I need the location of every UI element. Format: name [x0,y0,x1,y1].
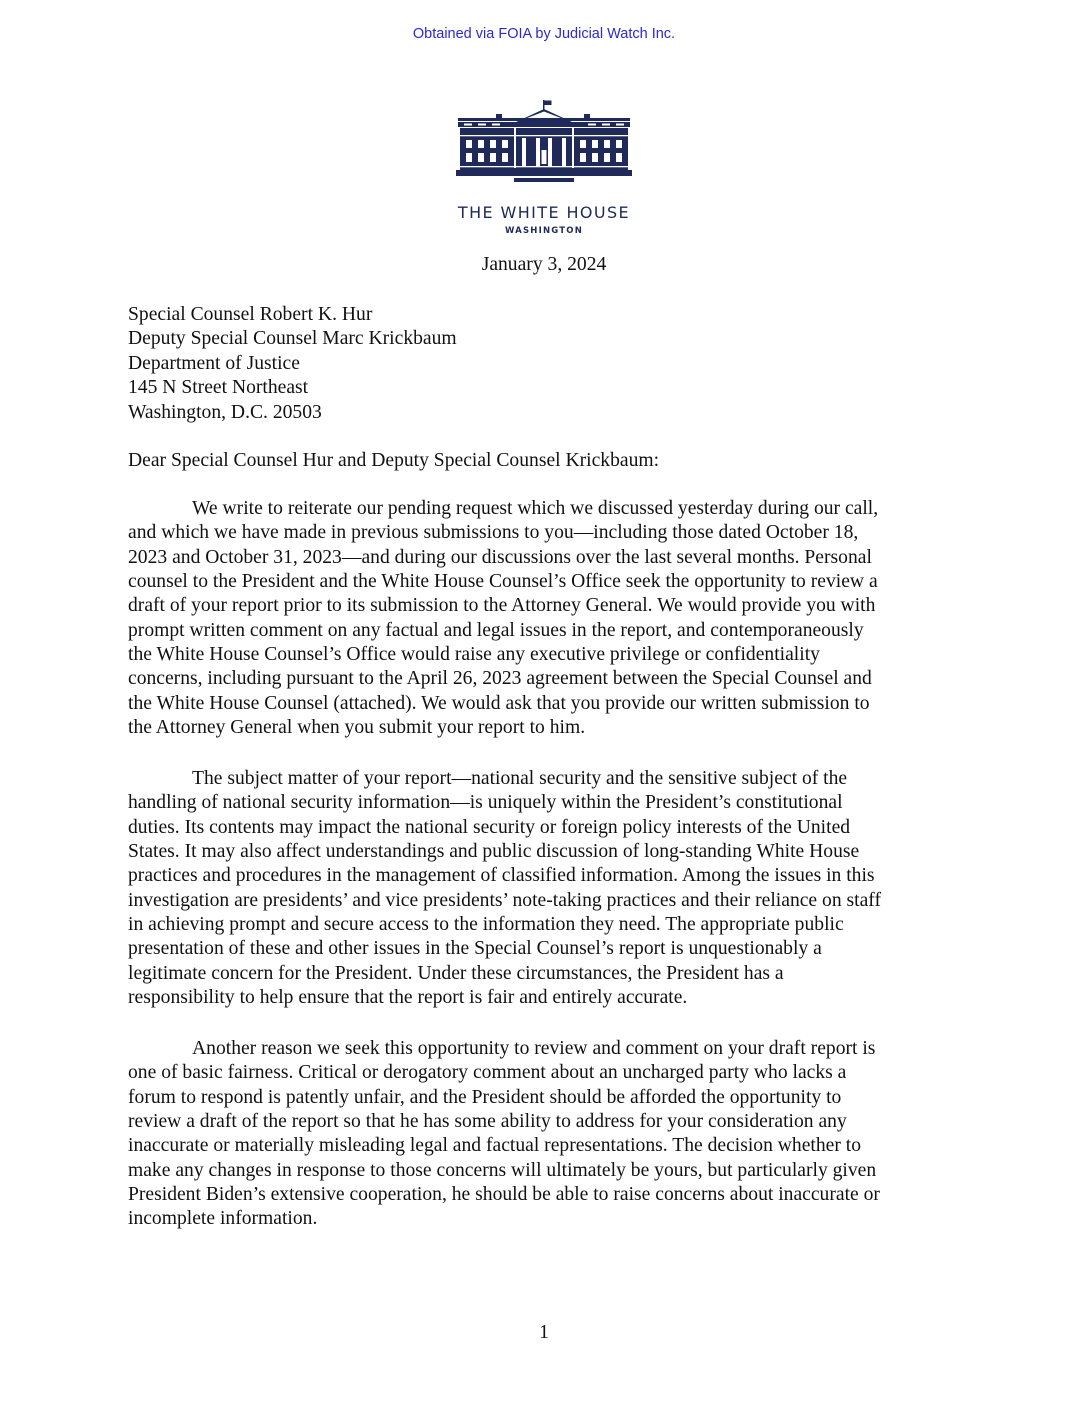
white-house-building-icon [456,100,632,184]
text-line: practices and procedures in the management of classified information. Among the issues in this [128,865,875,887]
text-line: one of basic fairness. Critical or derogatory comment about an uncharged party who lacks a [128,1062,847,1084]
text-line: the White House Counsel’s Office would raise any executive privilege or confidentiality [128,644,820,666]
recipient-line: Deputy Special Counsel Marc Krickbaum [128,328,457,350]
text-line: presentation of these and other issues in the Special Counsel’s report is unquestionably a [128,938,822,960]
text-line: handling of national security information—is uniquely within the President’s constitutional [128,792,843,814]
text-line: The subject matter of your report—national security and the sensitive subject of the [192,768,848,789]
text-line: investigation are presidents’ and vice presidents’ note-taking practices and their reliance on staff [128,889,881,911]
text-line: concerns, including pursuant to the April 26, 2023 agreement between the Special Counsel and [128,668,872,690]
text-line: inaccurate or materially misleading legal and factual representations. The decision whether to [128,1135,862,1157]
text-line: legitimate concern for the President. Under these circumstances, the President has a [128,962,784,984]
text-line: the Attorney General when you submit your report to him. [128,717,586,739]
recipient-line: Special Counsel Robert K. Hur [128,304,373,325]
text-line: President Biden’s extensive cooperation, he should be able to raise concerns about inaccurate or [128,1184,880,1206]
text-line: forum to respond is patently unfair, and the President should be afforded the opportunity to [128,1086,842,1108]
recipient-line: 145 N Street Northeast [128,377,309,399]
letter-date: January 3, 2024 [481,254,607,275]
body-paragraph-2 [128,767,960,1010]
recipient-line: Washington, D.C. 20503 [128,401,322,423]
text-line: We write to reiterate our pending request which we discussed yesterday during our call, [192,498,879,519]
body-paragraph-3 [128,1037,960,1232]
foia-watermark: Obtained via FOIA by Judicial Watch Inc. [412,26,676,42]
page-number: 1 [539,1322,549,1343]
salutation: Dear Special Counsel Hur and Deputy Special Counsel Krickbaum: [128,450,660,471]
text-line: review a draft of the report so that he has some ability to address for your consideration any [128,1111,847,1133]
text-line: 2023 and October 31, 2023—and during our discussions over the last several months. Personal [128,546,872,568]
letterhead-title: THE WHITE HOUSE [457,203,631,222]
text-line: the White House Counsel (attached). We would ask that you provide our written submission to [128,692,870,714]
letterhead-subtitle: WASHINGTON [504,226,584,236]
text-line: and which we have made in previous submissions to you—including those dated October 18, [128,522,859,544]
text-line: make any changes in response to those concerns will ultimately be yours, but particularly given [128,1159,877,1181]
recipient-address [128,303,457,425]
text-line: Another reason we seek this opportunity to review and comment on your draft report is [192,1038,876,1059]
text-line: draft of your report prior to its submission to the Attorney General. We would provide you with [128,595,876,617]
text-line: responsibility to help ensure that the report is fair and entirely accurate. [128,987,688,1009]
text-line: incomplete information. [128,1208,318,1230]
body-paragraph-1 [128,497,960,740]
text-line: in achieving prompt and secure access to the information they need. The appropriate public [128,914,844,936]
text-line: prompt written comment on any factual and legal issues in the report, and contemporaneously [128,619,864,641]
recipient-line: Department of Justice [128,352,300,374]
text-line: counsel to the President and the White House Counsel’s Office seek the opportunity to review a [128,571,878,593]
text-line: duties. Its contents may impact the national security or foreign policy interests of the United [128,816,851,838]
text-line: States. It may also affect understandings and public discussion of long-standing White House [128,841,860,863]
